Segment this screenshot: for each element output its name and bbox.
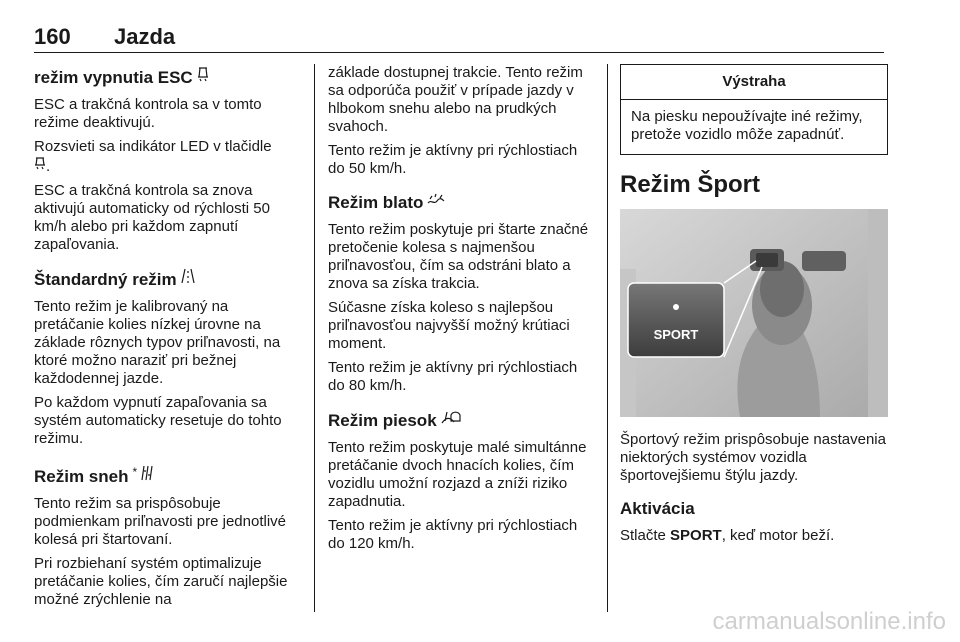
esc-off-p3: ESC a trakčná kontrola sa znova aktivujú automaticky od rýchlosti 50 km/h alebo pri každom zapnutí zapaľovania. [34, 182, 270, 253]
snow-speed: Tento režim je aktívny pri rýchlostiach do 50 km/h. [328, 142, 578, 177]
warning-box [620, 64, 888, 155]
sport-p1: Športový režim prispôsobuje nastavenia niektorých systémov vozidla športovejšiemu štýlu jazdy. [620, 431, 886, 484]
mud-heading: Režim blato [328, 192, 596, 213]
standard-heading: Štandardný režim [34, 268, 302, 290]
esc-off-icon [197, 66, 209, 87]
standard-p1: Tento režim je kalibrovaný na pretáčanie kolies nízkej úrovne na základe rôznych typov priľnavosti, na ktoré možno naraziť pri bežnej každodennej jazde. [34, 298, 281, 387]
mud-icon [427, 192, 445, 212]
sand-heading: Režim piesok [328, 409, 596, 431]
page-header [34, 22, 884, 53]
esc-off-p1: ESC a trakčná kontrola sa v tomto režime deaktivujú. [34, 96, 262, 131]
road-icon [181, 268, 195, 289]
sport-button-photo [620, 209, 888, 417]
watermark: carmanualsonline.info [712, 608, 946, 635]
snow-continued: základe dostupnej trakcie. Tento režim sa odporúča použiť v prípade jazdy v hlbokom snehu alebo na prudkých svahoch. [328, 64, 583, 135]
mud-p1: Tento režim poskytuje pri štarte značné pretočenie kolesa s najmenšou priľnavosťou, čím sa odstráni blato a znova sa získa trakcia. [328, 221, 589, 292]
snow-heading: Režim sneh * [34, 462, 302, 487]
esc-off-p2: Rozsvieti sa indikátor LED v tlačidle . [34, 138, 272, 175]
page-number: 160 [34, 24, 71, 49]
sand-p2: Tento režim je aktívny pri rýchlostiach do 120 km/h. [328, 517, 578, 552]
mud-p3: Tento režim je aktívny pri rýchlostiach do 80 km/h. [328, 359, 578, 394]
column-1 [34, 64, 302, 615]
snow-p2: Pri rozbiehaní systém optimalizuje pretáčanie kolies, čím zaručí najlepšie možné zrýchlenie na [34, 555, 288, 608]
snow-icon [141, 465, 155, 486]
sport-photo-label: SPORT [653, 327, 699, 342]
column-divider [314, 64, 315, 612]
mud-p2: Súčasne získa koleso s najlepšou priľnavosťou najvyšší možný krútiaci moment. [328, 299, 570, 352]
warning-body: Na piesku nepoužívajte iné režimy, pretože vozidlo môže zapadnúť. [631, 108, 863, 143]
sand-p1: Tento režim poskytuje malé simultánne pretáčanie dvoch hnacích kolies, čím vozidlu umožní rozjazd a zníži riziko zapadnutia. [328, 439, 587, 510]
section-title: Jazda [114, 24, 176, 49]
snowflake-mark: * [132, 465, 138, 479]
column-divider [607, 64, 608, 612]
column-3 [620, 64, 888, 551]
esc-off-heading: režim vypnutia ESC [34, 66, 302, 88]
column-2 [328, 64, 596, 559]
activation-heading: Aktivácia [620, 499, 695, 518]
snow-p1: Tento režim sa prispôsobuje podmienkam priľnavosti pre jednotlivé kolesá pri štartovaní. [34, 495, 287, 548]
standard-p2: Po každom vypnutí zapaľovania sa systém automaticky resetuje do tohto režimu. [34, 394, 282, 447]
esc-button-icon [34, 156, 46, 174]
activation-text: Stlačte SPORT, keď motor beží. [620, 527, 835, 544]
warning-title: Výstraha [621, 65, 887, 100]
sport-button-name: SPORT [670, 527, 722, 544]
sport-heading: Režim Šport [620, 171, 761, 198]
sand-icon [441, 409, 463, 430]
